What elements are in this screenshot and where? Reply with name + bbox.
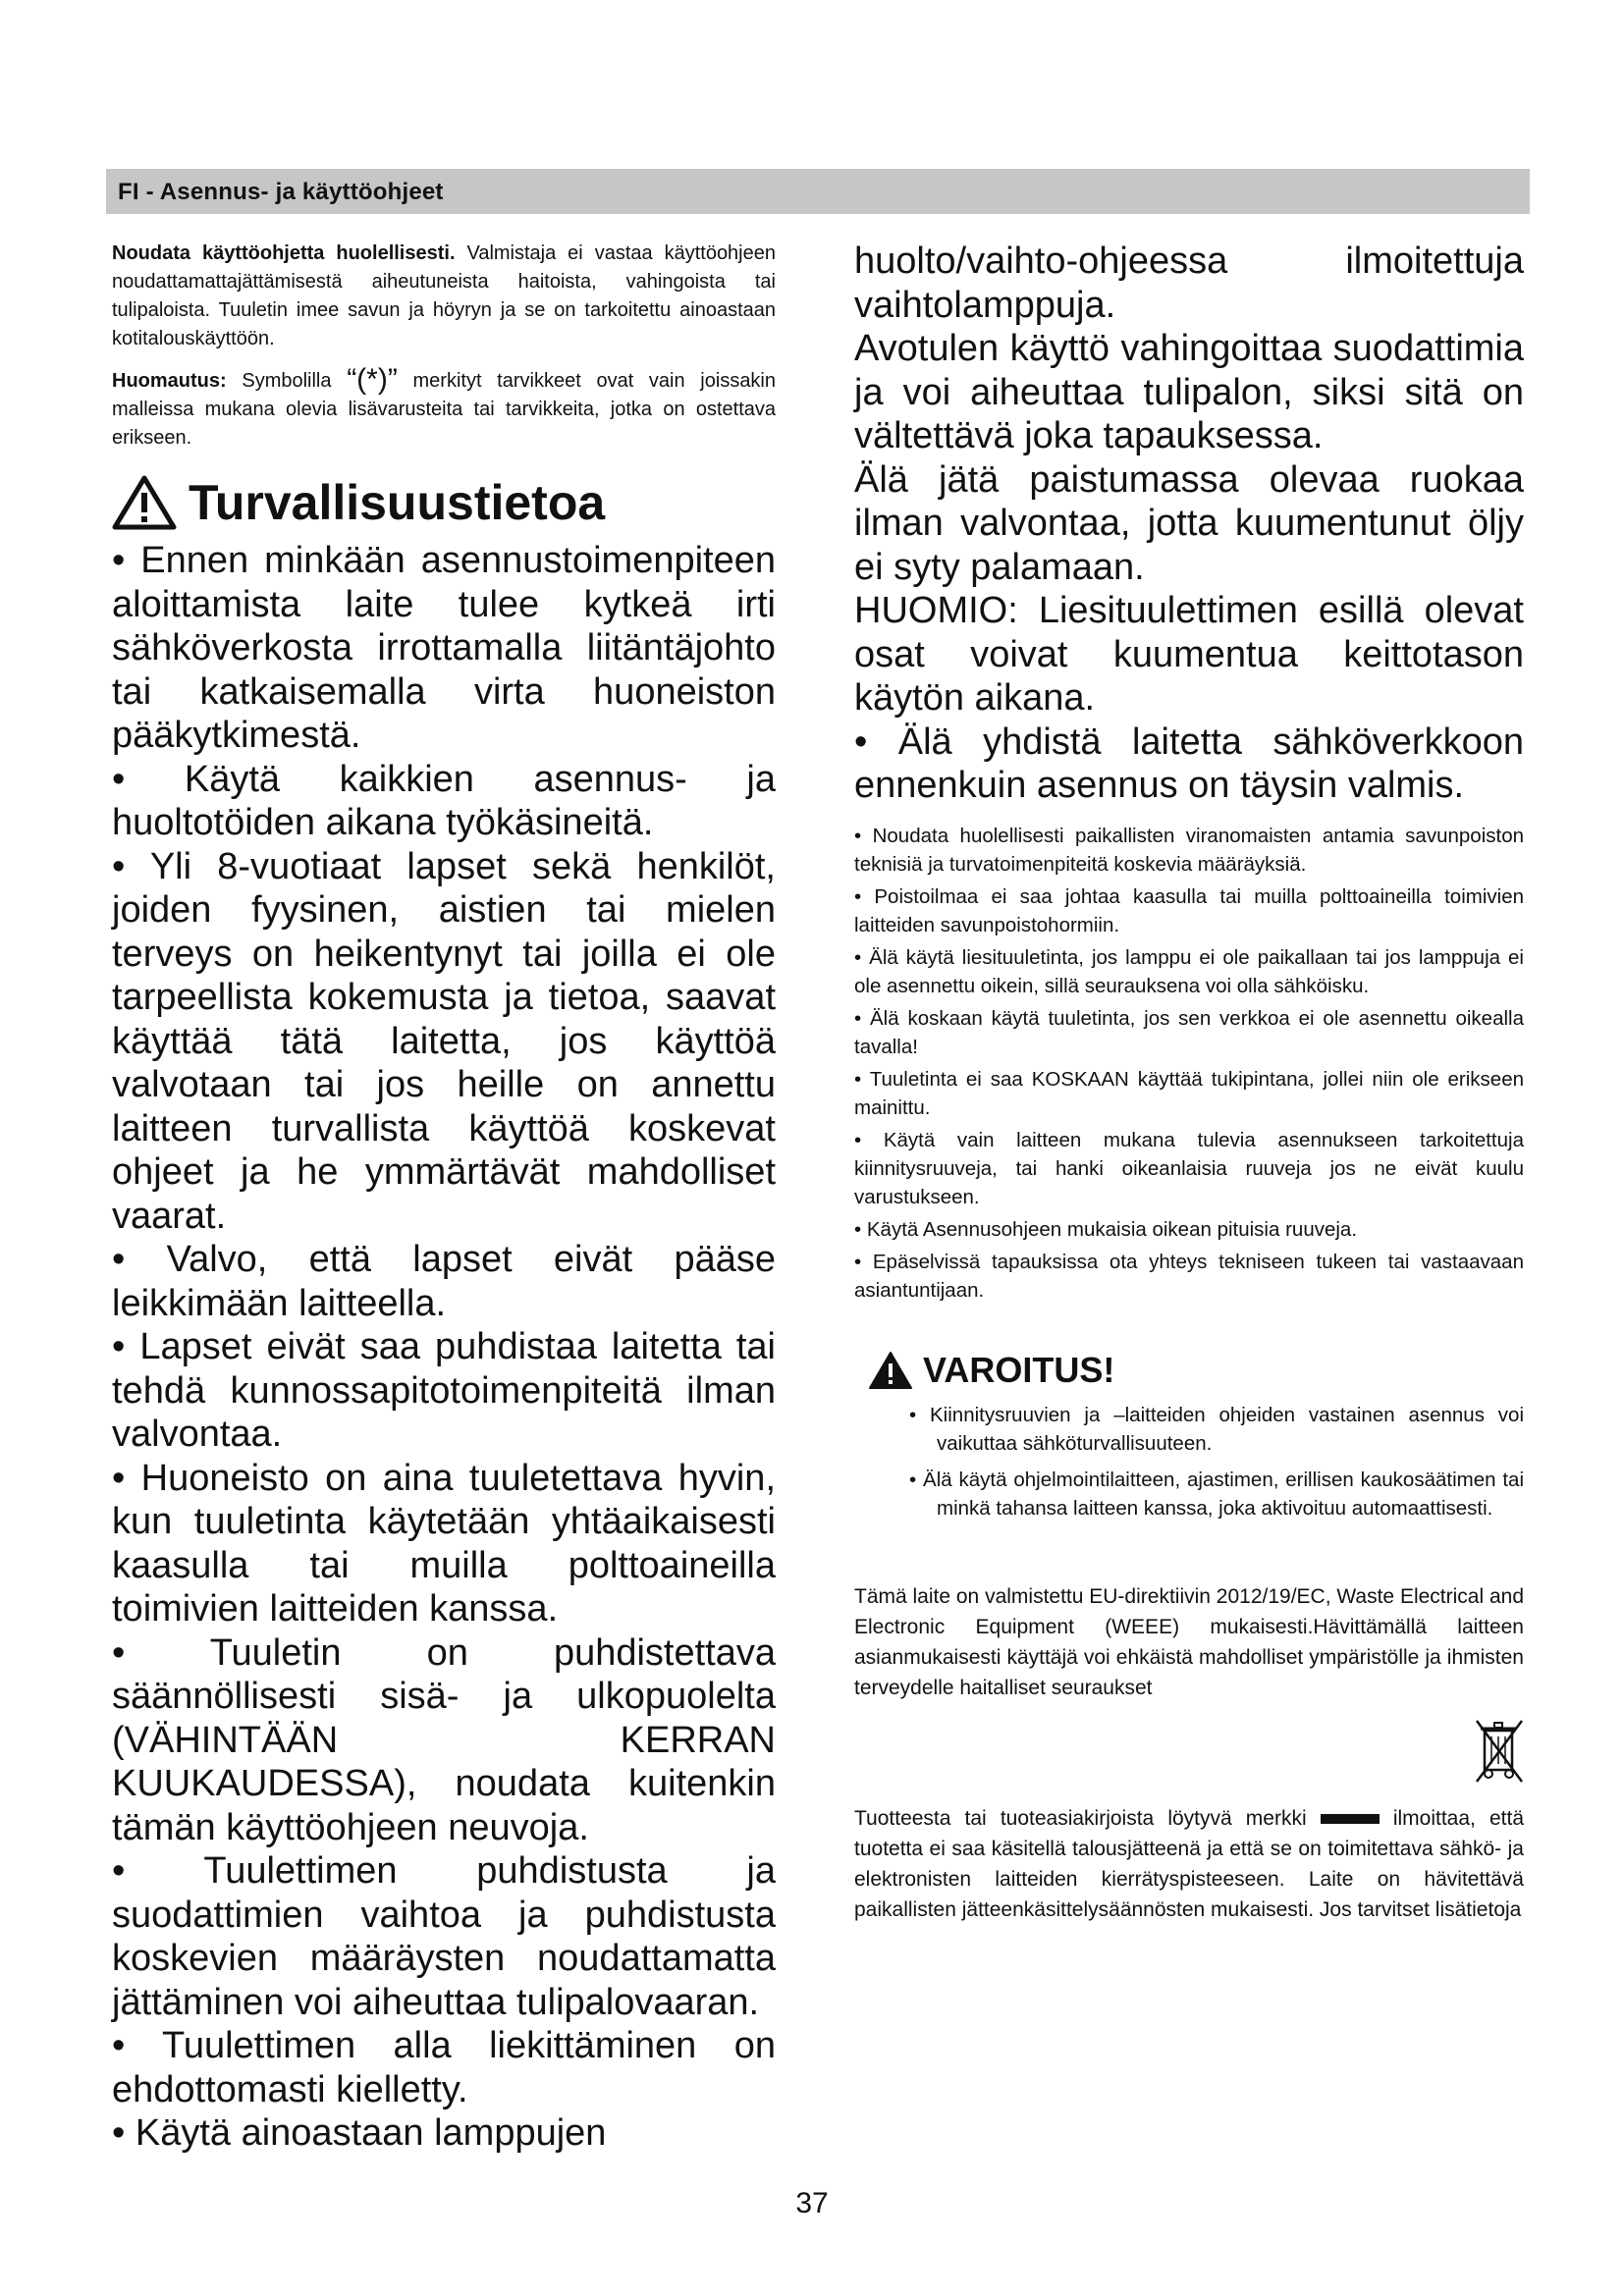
note-item: • Käytä Asennusohjeen mukaisia oikean pituisia ruuveja. — [854, 1217, 1358, 1241]
safety-title: Turvallisuustietoa — [189, 475, 606, 530]
intro-lead-text: Valmistaja ei vastaa käyttöohjeen noudattamattajättämisestä aiheutuneista haitoista, vahingoista tai tulipaloista. Tuuletin imee savun ja höyryn ja se on tarkoitettu ainoastaan kotitalouskäyttöön. — [112, 242, 776, 349]
safety-item: • Tuulettimen alla liekittäminen on ehdottomasti kielletty. — [112, 2025, 776, 2110]
weee-symbol-area — [854, 1703, 1524, 1797]
crossed-out-wheelie-bin-icon — [1475, 1717, 1524, 1788]
warning-item: • Kiinnitysruuvien ja –laitteiden ohjeiden vastainen asennus voi vaikuttaa sähköturvallisuuteen. — [909, 1403, 1524, 1455]
note-item: • Noudata huolellisesti paikallisten viranomaisten antamia savunpoiston teknisiä ja turvatoimenpiteitä koskevia määräyksiä. — [854, 824, 1524, 876]
note-text-pre: Symbolilla — [226, 370, 348, 392]
safety-continuation-item: HUOMIO: Liesituulettimen esillä olevat osat voivat kuumentua keittotason käytön aikana. — [854, 590, 1524, 719]
safety-item: • Valvo, että lapset eivät pääse leikkimään laitteella. — [112, 1239, 776, 1324]
note-label: Huomautus: — [112, 370, 227, 392]
note-item: • Älä käytä liesituuletinta, jos lamppu ei ole paikallaan tai jos lamppuja ei ole asennettu oikein, sillä seurauksena voi olla sähköisku. — [854, 945, 1524, 997]
intro-paragraph — [112, 240, 776, 353]
safety-item: • Tuulettimen puhdistusta ja suodattimien vaihtoa ja puhdistusta koskevien määräysten noudattamatta jättäminen voi aiheuttaa tulipalovaaran. — [112, 1850, 776, 2023]
disposal-text-post: ilmoittaa, että tuotetta ei saa käsitellä talousjätteenä ja että se on toimitettava sähkö- ja elektronisten laitteiden kierrätyspisteeseen. Laite on hävitettävä paikallisten jätteenkäsittelysäännösten mukaisesti. Jos tarvitset lisätietoja — [854, 1806, 1524, 1921]
safety-heading — [112, 474, 776, 531]
warning-triangle-icon — [112, 475, 177, 530]
note-symbol: “(*)” — [347, 363, 398, 396]
warning-list — [854, 1401, 1524, 1522]
safety-item: • Lapset eivät saa puhdistaa laitetta tai tehdä kunnossapitotoimenpiteitä ilman valvontaa. — [112, 1326, 776, 1455]
note-item: • Käytä vain laitteen mukana tulevia asennukseen tarkoitettuja kiinnitysruuveja, tai hanki oikeanlaisia ruuveja jos ne eivät kuulu varustukseen. — [854, 1128, 1524, 1208]
safety-item: • Yli 8-vuotiaat lapset sekä henkilöt, joiden fyysinen, aistien tai mielen terveys on heikentynyt tai joilla ei ole tarpeellista kokemusta ja tietoa, saavat käyttää tätä laitetta, jos käyttöä valvotaan tai jos heille on annettu laitteen turvallista käyttöä koskevat ohjeet ja he ymmärtävät mahdolliset vaarat. — [112, 845, 776, 1237]
warning-triangle-icon — [868, 1351, 913, 1390]
warning-title: VAROITUS! — [923, 1349, 1115, 1390]
safety-item: • Tuuletin on puhdistettava säännöllisesti sisä- ja ulkopuolelta (VÄHINTÄÄN KERRAN KUUKAUDESSA), noudata kuitenkin tämän käyttöohjeen neuvoja. — [112, 1631, 776, 1848]
safety-continuation-item: huolto/vaihto-ohjeessa ilmoitettuja vaihtolamppuja. — [854, 240, 1524, 326]
left-column — [112, 240, 776, 2156]
safety-item: • Ennen minkään asennustoimenpiteen aloittamista laite tulee kytkeä irti sähköverkosta irrottamalla liitäntäjohto tai katkaisemalla virta huoneiston pääkytkimestä. — [112, 540, 776, 756]
intro-lead-bold: Noudata käyttöohjetta huolellisesti. — [112, 242, 456, 264]
safety-list — [112, 539, 776, 2156]
section-header-bar — [106, 169, 1530, 214]
note-text-post: merkityt tarvikkeet ovat vain joissakin malleissa mukana olevia lisävarusteita tai tarvikkeita, jotka on ostettava erikseen. — [112, 370, 777, 449]
disposal-text-pre: Tuotteesta tai tuoteasiakirjoista löytyvä merkki — [854, 1806, 1321, 1830]
disposal-text — [854, 1803, 1524, 1925]
weee-directive-text: Tämä laite on valmistettu EU-direktiivin 2012/19/EC, Waste Electrical and Electronic Equipment (WEEE) mukaisesti.Hävittämällä laitteen asianmukaisesti käyttäjä voi ehkäistä mahdolliset ympäristölle ja ihmisten terveydelle haitalliset seuraukset — [854, 1584, 1525, 1699]
safety-continuation-item: • Älä yhdistä laitetta sähköverkkoon ennenkuin asennus on täysin valmis. — [854, 721, 1524, 806]
warning-heading — [868, 1348, 1524, 1393]
safety-item: • Käytä kaikkien asennus- ja huoltotöiden aikana työkäsineitä. — [112, 758, 776, 843]
warning-item: • Älä käytä ohjelmointilaitteen, ajastimen, erillisen kaukosäätimen tai minkä tahansa laitteen kanssa, joka aktivoituu automaattisesti. — [909, 1468, 1524, 1520]
note-item: • Älä koskaan käytä tuuletinta, jos sen verkkoa ei ole asennettu oikealla tavalla! — [854, 1006, 1524, 1058]
safety-continuation — [854, 240, 1524, 808]
note-item: • Poistoilmaa ei saa johtaa kaasulla tai muilla polttoaineilla toimivien laitteiden savunpoistohormiin. — [854, 884, 1524, 936]
safety-item: • Huoneisto on aina tuuletettava hyvin, kun tuuletinta käytetään yhtäaikaisesti kaasulla tai muilla polttoaineilla toimivien laitteiden kanssa. — [112, 1457, 776, 1629]
black-bar-symbol — [1321, 1814, 1380, 1824]
right-column — [854, 240, 1524, 1925]
safety-continuation-item: Avotulen käyttö vahingoittaa suodattimia ja voi aiheuttaa tulipalon, siksi sitä on vältettävä joka tapauksessa. — [854, 328, 1524, 456]
notes-list — [854, 822, 1524, 1305]
note-paragraph — [112, 365, 776, 453]
safety-item: • Käytä ainoastaan lamppujen — [112, 2112, 607, 2154]
note-item: • Epäselvissä tapauksissa ota yhteys tekniseen tukeen tai vastaavaan asiantuntijaan. — [854, 1250, 1524, 1302]
safety-continuation-item: Älä jätä paistumassa olevaa ruokaa ilman valvontaa, jotta kuumentunut öljy ei syty palamaan. — [854, 458, 1524, 588]
page-number: 37 — [795, 2187, 829, 2219]
section-header-title: FI - Asennus- ja käyttöohjeet — [118, 179, 444, 205]
note-item: • Tuuletinta ei saa KOSKAAN käyttää tukipintana, jollei niin ole erikseen mainittu. — [854, 1067, 1524, 1119]
